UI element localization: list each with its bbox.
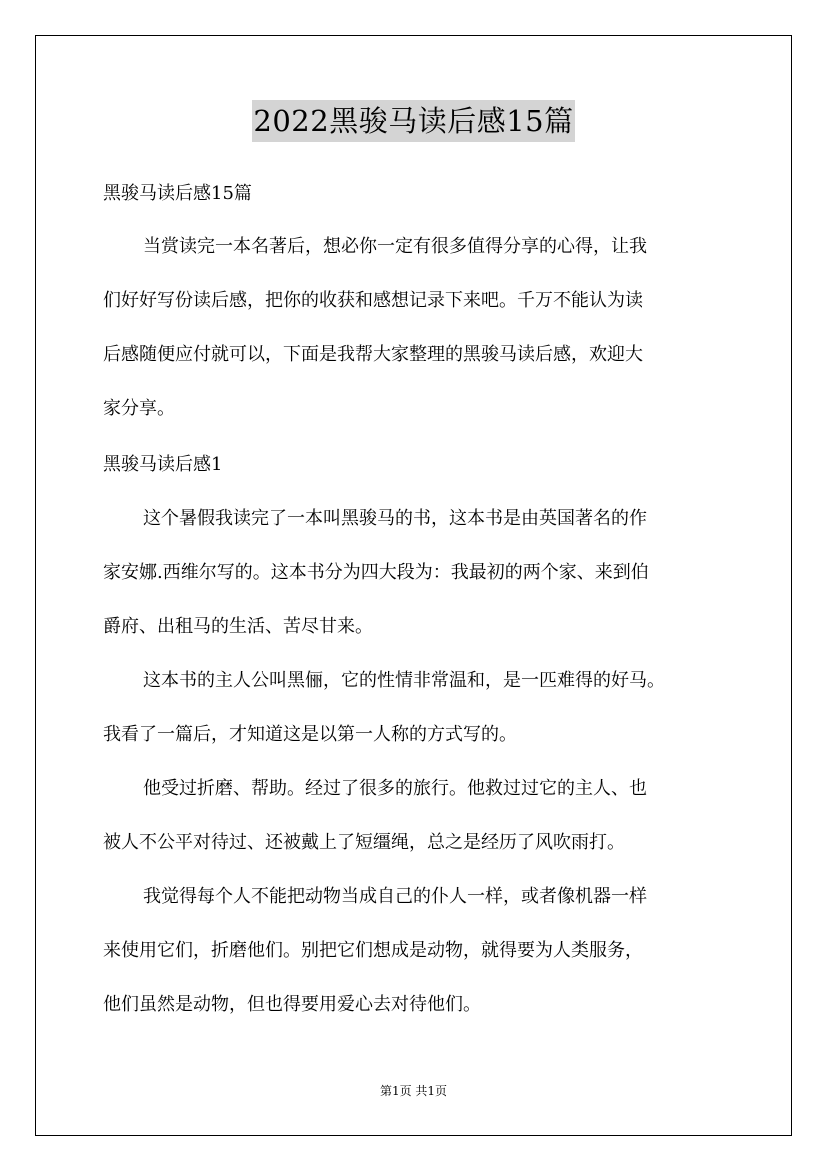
body-line: 他受过折磨、帮助。经过了很多的旅行。他救过过它的主人、也 (143, 778, 647, 799)
body-line: 我看了一篇后，才知道这是以第一人称的方式写的。 (103, 724, 517, 745)
intro-line: 家分享。 (103, 398, 175, 419)
body-paragraph-4 (103, 870, 735, 1032)
body-line: 这本书的主人公叫黑俪，它的性情非常温和，是一匹难得的好马。 (143, 670, 665, 691)
section-heading: 黑骏马读后感1 (103, 454, 223, 475)
body-paragraph-2 (103, 654, 735, 762)
body-line: 他们虽然是动物，但也得要用爱心去对待他们。 (103, 994, 481, 1015)
intro-line: 后感随便应付就可以，下面是我帮大家整理的黑骏马读后感，欢迎大 (103, 344, 643, 365)
body-line: 我觉得每个人不能把动物当成自己的仆人一样，或者像机器一样 (143, 886, 647, 907)
body-paragraph-1 (103, 492, 735, 654)
body-paragraph-3 (103, 762, 735, 870)
body-line: 来使用它们，折磨他们。别把它们想成是动物，就得要为人类服务， (103, 940, 643, 961)
body-line: 爵府、出租马的生活、苦尽甘来。 (103, 616, 373, 637)
intro-line: 当赏读完一本名著后，想必你一定有很多值得分享的心得，让我 (143, 236, 647, 257)
body-line: 被人不公平对待过、还被戴上了短缰绳，总之是经历了风吹雨打。 (103, 832, 625, 853)
document-subtitle: 黑骏马读后感15篇 (103, 183, 252, 204)
page-footer: 第1页 共1页 (379, 1084, 448, 1098)
body-line: 这个暑假我读完了一本叫黑骏马的书，这本书是由英国著名的作 (143, 508, 647, 529)
title-container (0, 100, 827, 142)
document-title: 2022黑骏马读后感15篇 (252, 100, 574, 142)
intro-line: 们好好写份读后感，把你的收获和感想记录下来吧。千万不能认为读 (103, 290, 643, 311)
body-line: 家安娜.西维尔写的。这本书分为四大段为：我最初的两个家、来到伯 (103, 562, 649, 583)
intro-paragraph (103, 220, 735, 436)
